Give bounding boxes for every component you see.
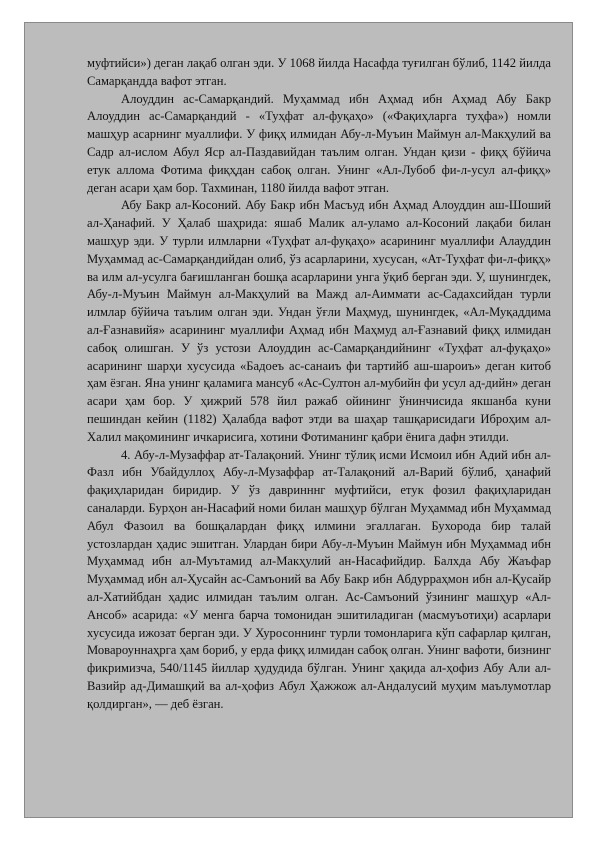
paragraph-abu-bakr-kosoniy: Абу Бакр ал-Косоний. Абу Бакр ибн Масъуд ибн Аҳмад Алоуддин аш-Шоший ал-Ҳанафий. У Ҳалаб шаҳрида: яшаб Малик ал-уламо ал-Косоний лақаби билан машҳур эди. У турли илмларни «Туҳфат ал-фуқаҳо» асарининг муаллифи Алауддин Муҳаммад ас-Самарқандийдан олиб, ўз асарларини, хусусан, «Ат-Туҳфат фи-л-фиқҳ» ва илм ал-усулга бағишланган бошқа асарларини унга ўқиб берган эди. У, шунингдек, Абу-л-Муъин Маймун ал-Макҳулий ва Мажд ал-Аиммати ас-Садахсийдан турли илмлар бўйича таълим олган эди. Ундан ўғли Маҳмуд, шунингдек, «Ал-Муқаддима ал-Ғазнавийя» асарининг муаллифи Аҳмад ибн Маҳмуд ал-Ғазнавий фиқҳ илмидан сабоқ олишган. У ўз устози Алоуддин ас-Самарқандийнинг «Туҳфат ал-фуқаҳо» асарининг шарҳи хусусида «Бадоеъ ас-санаиъ фи тартийб аш-шароиъ» деган китоб ҳам ёзган. Яна унинг қаламига мансуб «Ас-Султон ал-мубийн фи усул ад-дийн» деган асари ҳам бор. У ҳижрий 578 йил ражаб ойининг ўнинчисида якшанба куни пешиндан кейин (1182) Ҳалабда вафот этди ва шаҳар ташқарисидаги Иброҳим ал-Халил мақомининг ичкарисига, хотини Фотиманинг қабри ёнига дафн этилди.	[87, 198, 551, 444]
paragraph-alouddin-samarkandiy: Алоуддин ас-Самарқандий. Муҳаммад ибн Аҳмад ибн Аҳмад Абу Бакр Алоуддин ас-Самарқандий - «Туҳфат ал-фуқаҳо» («Фақиҳларга туҳфа») номли машҳур асарнинг муаллифи. У фиқҳ илмидан Абу-л-Муъин Маймун ал-Макҳулий ва Садр ал-ислом Абул Яср ал-Паздавийдан таълим олган. Ундан қизи - фиқҳ бўйича етук аллома Фотима фиқҳдан сабоқ олган. Унинг «Ал-Лубоб фи-л-усул ал-фиқҳ» деган асари ҳам бор. Тахминан, 1180 йилда вафот этган.	[87, 91, 551, 195]
document-body	[87, 55, 551, 713]
paragraph-continuation: муфтийси») деган лақаб олган эди. У 1068 йилда Насафда туғилган бўлиб, 1142 йилда Самарқандда вафот этган.	[87, 56, 551, 88]
paragraph-abul-muzaffar-talaqoniy: 4. Абу-л-Музаффар ат-Талақоний. Унинг тўлиқ исми Исмоил ибн Адий ибн ал-Фазл ибн Убайдуллоҳ Абу-л-Музаффар ат-Талақоний ал-Варий бўлиб, ҳанафий фақиҳларидан биридир. У ўз давринннг муфтийси, етук фозил фақиҳларидан саналарди. Бурҳон ан-Насафий номи билан машҳур бўлган Муҳаммад ибн Муҳаммад Абул Фазоил ва бошқалардан фиқҳ илмини эгаллаган. Бухорода бир талай устозлардан ҳадис эшитган. Улардан бири Абу-л-Муъин Маймун ибн Муҳаммад ибн Муҳаммад ибн ал-Муътамид ал-Макҳулий ан-Насафийдир. Балхда Абу Жаъфар Муҳаммад ибн ал-Ҳусайн ас-Самъоний ва Абу Бакр ибн Абдурраҳмон ибн ал-Қусайр ал-Хатийбдан ҳадис илмидан таълим олган. Ас-Самъоний ўзининг машҳур «Ал-Ансоб» асарида: «У менга барча томонидан эшитиладиган (масмуъотиҳи) асарлари хусусида ижозат берган эди. У Хуросоннинг турли томонларига кўп сафарлар қилган, Мовароуннаҳрга ҳам бориб, у ерда фиқҳ илмидан сабоқ олган. Унинг вафоти, бизнинг фикримизча, 540/1145 йиллар ҳудудида бўлган. Унинг ҳақида ал-ҳофиз Абу Али ал-Вазийр ад-Димашқий ва ал-ҳофиз Абул Ҳажжож ал-Андалусий муҳим маълумотлар қолдирган», — деб ёзган.	[87, 447, 551, 711]
